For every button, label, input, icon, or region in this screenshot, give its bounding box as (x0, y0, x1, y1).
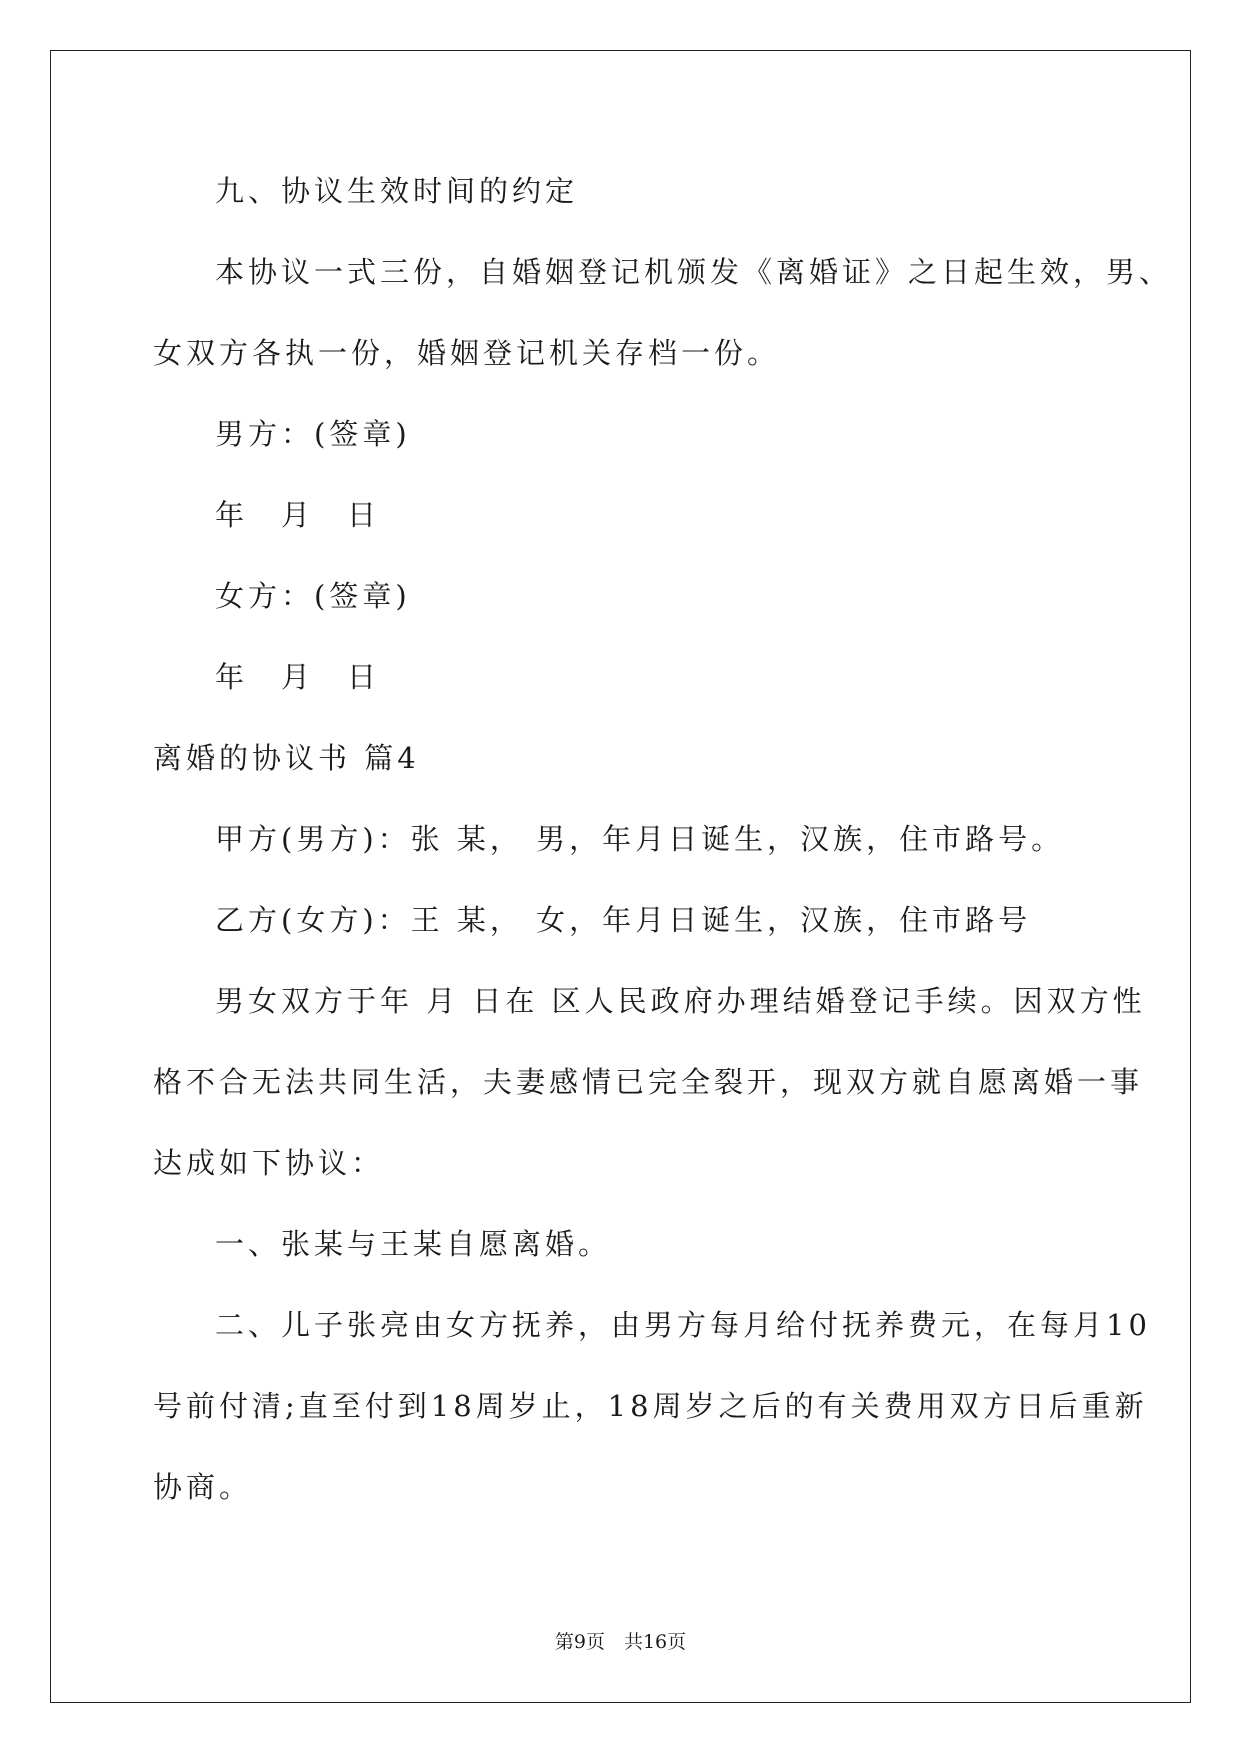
paragraph-line: 格不合无法共同生活，夫妻感情已完全裂开，现双方就自愿离婚一事 (153, 1065, 1144, 1099)
page-number: 第9页 共16页 (554, 1631, 687, 1653)
clause-one: 一、张某与王某自愿离婚。 (215, 1227, 612, 1261)
paragraph-line: 本协议一式三份，自婚姻登记机颁发《离婚证》之日起生效，男、 (215, 255, 1173, 289)
article-title: 离婚的协议书 篇4 (153, 741, 420, 775)
paragraph-line: 男女双方于年 月 日在 区人民政府办理结婚登记手续。因双方性 (215, 984, 1146, 1018)
party-a-line: 甲方(男方)：张 某， 男，年月日诞生，汉族，住市路号。 (215, 822, 1065, 856)
date-line: 年 月 日 (215, 498, 381, 532)
paragraph-line: 号前付清;直至付到18周岁止，18周岁之后的有关费用双方日后重新 (153, 1389, 1148, 1423)
paragraph-line: 协商。 (153, 1470, 253, 1504)
clause-two: 二、儿子张亮由女方抚养，由男方每月给付抚养费元，在每月10 (215, 1308, 1151, 1342)
paragraph-line: 达成如下协议： (153, 1146, 385, 1180)
section-heading-nine: 九、协议生效时间的约定 (215, 174, 579, 208)
date-line: 年 月 日 (215, 660, 381, 694)
male-signature-line: 男方：(签章) (215, 417, 411, 451)
female-signature-line: 女方：(签章) (215, 579, 411, 613)
page-border (50, 50, 1191, 1703)
paragraph-line: 女双方各执一份，婚姻登记机关存档一份。 (153, 336, 781, 370)
party-b-line: 乙方(女方)：王 某， 女，年月日诞生，汉族，住市路号 (215, 903, 1032, 937)
